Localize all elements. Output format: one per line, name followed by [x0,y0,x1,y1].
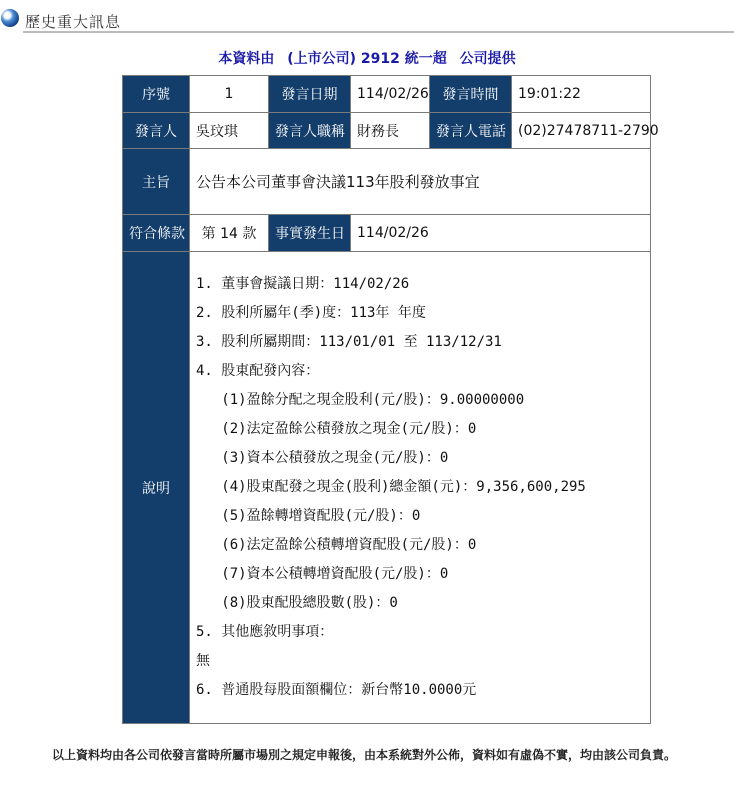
speaker-label: 發言人 [123,113,190,149]
date-value: 114/02/26 [351,76,430,113]
announcement-table [122,75,659,724]
speaker-value: 吳玟琪 [190,113,269,149]
description-line: (4)股東配發之現金(股利)總金額(元)：9,356,600,295 [196,479,586,495]
speaker-title-value: 財務長 [351,113,430,149]
description-line: (6)法定盈餘公積轉增資配股(元/股)：0 [196,537,477,553]
event-date-value: 114/02/26 [351,215,651,252]
description-line: 2. 股利所屬年(季)度：113年 年度 [196,305,426,321]
phone-value: (02)27478711-2790 [512,113,651,149]
description-line: 4. 股東配發內容： [196,363,320,379]
globe-icon [1,9,19,27]
description-line: 6. 普通股每股面額欄位：新台幣10.0000元 [196,682,477,698]
table-row [123,215,651,252]
description-line: 1. 董事會擬議日期：114/02/26 [196,276,410,292]
event-date-label: 事實發生日 [269,215,351,252]
header-divider [23,31,734,33]
page-header [0,0,734,34]
provider-company: (上市公司) 2912 統一超 [287,51,447,67]
description-line: 無 [196,653,210,669]
phone-label: 發言人電話 [430,113,512,149]
description-line: (8)股東配股總股數(股)：0 [196,595,398,611]
table-row [123,149,651,215]
description-line: 5. 其他應敘明事項： [196,624,334,640]
description-line: 3. 股利所屬期間：113/01/01 至 113/12/31 [196,334,502,350]
subject-value: 公告本公司董事會決議113年股利發放事宜 [190,149,651,215]
provider-suffix: 公司提供 [459,51,516,67]
date-label: 發言日期 [269,76,351,113]
description-line: (5)盈餘轉增資配股(元/股)：0 [196,508,421,524]
provider-prefix: 本資料由 [218,51,275,67]
description-body [190,252,651,724]
description-line: (1)盈餘分配之現金股利(元/股)：9.00000000 [196,392,525,408]
time-value: 19:01:22 [512,76,651,113]
table-row [123,113,651,149]
clause-label: 符合條款 [123,215,190,252]
subject-label: 主旨 [123,149,190,215]
disclaimer-text: 以上資料均由各公司依發言當時所屬市場別之規定申報後，由本系統對外公佈，資料如有虛偽不實，均由該公司負責。 [52,748,677,762]
description-line: (3)資本公積發放之現金(元/股)：0 [196,450,449,466]
description-line: (2)法定盈餘公積發放之現金(元/股)：0 [196,421,477,437]
description-label: 說明 [123,252,190,724]
description-line: (7)資本公積轉增資配股(元/股)：0 [196,566,449,582]
clause-value: 第 14 款 [190,215,269,252]
seq-value: 1 [190,76,269,113]
page-title: 歷史重大訊息 [25,13,122,31]
seq-label: 序號 [123,76,190,113]
time-label: 發言時間 [430,76,512,113]
table-row [123,76,651,113]
speaker-title-label: 發言人職稱 [269,113,351,149]
table-row [123,252,651,724]
provider-line [0,48,734,68]
